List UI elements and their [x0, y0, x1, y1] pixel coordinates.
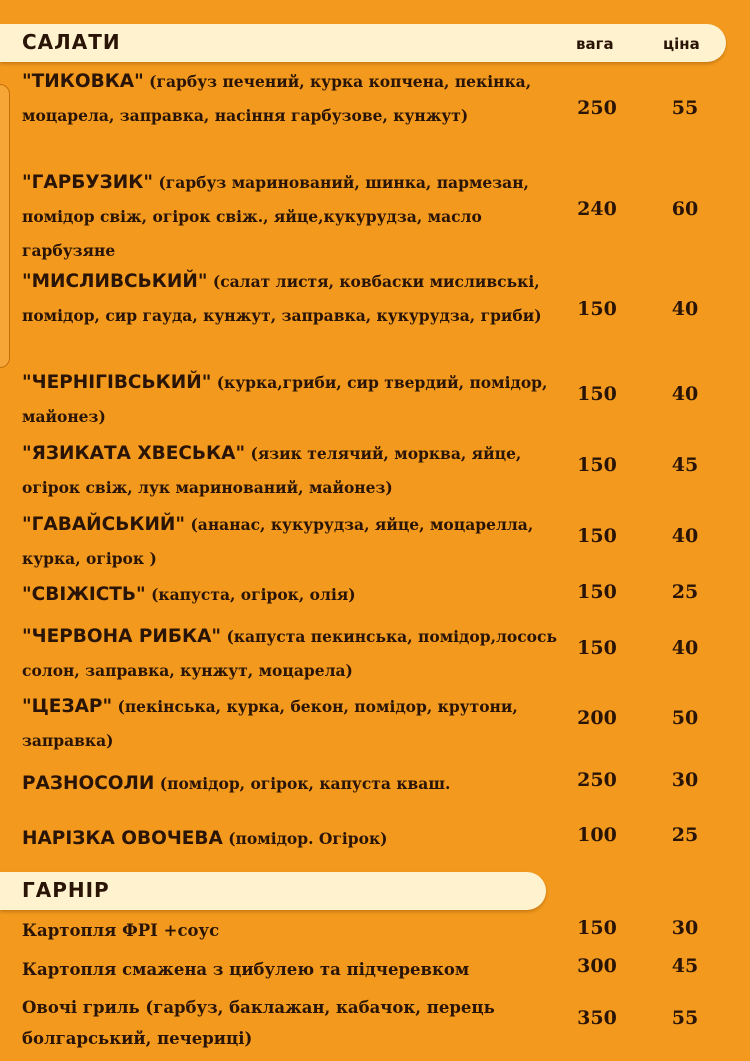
item-description: (салат листя, ковбаски мисливські, помідор, сир гауда, кунжут, заправка, кукурудза, гриби)	[22, 272, 542, 325]
item-weight: 150	[577, 525, 617, 547]
item-weight: 350	[577, 1007, 617, 1029]
item-weight: 150	[577, 454, 617, 476]
salads-header-bar	[0, 24, 726, 62]
item-description: (пекінська, курка, бекон, помідор, крутони, заправка)	[22, 697, 518, 750]
menu-item-chernihivskyi	[22, 366, 562, 434]
item-description: (капуста пекинська, помідор,лосось солон, заправка, кунжут, моцарела)	[22, 627, 557, 680]
item-weight: 250	[577, 97, 617, 119]
menu-item-narizka-ovocheva	[22, 822, 562, 856]
item-price: 45	[671, 955, 699, 977]
item-price: 40	[671, 298, 699, 320]
garnish-header-bar	[0, 872, 546, 910]
item-price: 50	[671, 707, 699, 729]
item-weight: 150	[577, 917, 617, 939]
item-price: 55	[671, 97, 699, 119]
item-name: НАРІЗКА ОВОЧЕВА	[22, 828, 223, 849]
item-description: (язик телячий, морква, яйце, огірок свіж, лук маринований, майонез)	[22, 444, 522, 497]
item-weight: 200	[577, 707, 617, 729]
item-weight: 150	[577, 581, 617, 603]
item-name: "МИСЛИВСЬКИЙ"	[22, 271, 208, 292]
item-price: 25	[671, 824, 699, 846]
item-weight: 150	[577, 383, 617, 405]
item-name: "ГАВАЙСЬКИЙ"	[22, 514, 186, 535]
item-price: 30	[671, 917, 699, 939]
garnish-item-fried-potatoes: Картопля смажена з цибулею та підчеревком	[22, 960, 470, 979]
item-price: 40	[671, 383, 699, 405]
item-price: 25	[671, 581, 699, 603]
item-weight: 240	[577, 198, 617, 220]
item-description: (ананас, кукурудза, яйце, моцарелла, курка, огірок )	[22, 515, 534, 568]
item-description: (курка,гриби, сир твердий, помідор, майонез)	[22, 373, 548, 426]
item-description: (гарбуз печений, курка копчена, пекінка, моцарела, заправка, насіння гарбузове, кунжут)	[22, 72, 532, 125]
menu-item-tsezar	[22, 690, 562, 758]
menu-item-havaiskyi	[22, 508, 562, 576]
salads-title: САЛАТИ	[22, 30, 121, 54]
item-description: (помідор, огірок, капуста кваш.	[154, 774, 451, 793]
garnish-item-fries: Картопля ФРІ +соус	[22, 921, 220, 940]
item-price: 45	[671, 454, 699, 476]
weight-column-header: вага	[576, 35, 614, 53]
menu-item-svizhist	[22, 578, 562, 612]
menu-item-tykovka	[22, 65, 562, 133]
item-name: "ГАРБУЗИК"	[22, 172, 154, 193]
item-price: 40	[671, 525, 699, 547]
item-name: РАЗНОСОЛИ	[22, 773, 155, 794]
item-weight: 300	[577, 955, 617, 977]
item-name: "ЧЕРНІГІВСЬКИЙ"	[22, 372, 212, 393]
item-name: "ЧЕРВОНА РИБКА"	[22, 626, 222, 647]
item-name: "ЦЕЗАР"	[22, 696, 113, 717]
item-weight: 150	[577, 637, 617, 659]
garnish-title: ГАРНІР	[22, 878, 110, 902]
price-column-header: ціна	[663, 35, 700, 53]
item-price: 40	[671, 637, 699, 659]
item-price: 60	[671, 198, 699, 220]
garnish-item-grilled-vegetables: Овочі гриль (гарбуз, баклажан, кабачок, перець болгарський, печериці)	[22, 998, 495, 1048]
menu-item-garbuzyk	[22, 166, 562, 268]
side-tab-decoration	[0, 84, 10, 368]
menu-item-raznosoly	[22, 767, 562, 801]
item-weight: 100	[577, 824, 617, 846]
item-description: (помідор. Огірок)	[222, 829, 388, 848]
item-price: 30	[671, 769, 699, 791]
item-weight: 150	[577, 298, 617, 320]
item-name: "ЯЗИКАТА ХВЕСЬКА"	[22, 443, 246, 464]
menu-item-chervona-rybka	[22, 620, 562, 688]
item-name: "СВІЖІСТЬ"	[22, 584, 146, 605]
menu-item-myslyvskyi	[22, 265, 562, 333]
item-weight: 250	[577, 769, 617, 791]
item-price: 55	[671, 1007, 699, 1029]
menu-item-yazykata-khveska	[22, 437, 562, 505]
item-description: (капуста, огірок, олія)	[145, 585, 356, 604]
item-name: "ТИКОВКА"	[22, 71, 144, 92]
item-description: (гарбуз маринований, шинка, пармезан, помідор свіж, огірок свіж., яйце,кукурудза, масло гарбузяне	[22, 173, 529, 260]
